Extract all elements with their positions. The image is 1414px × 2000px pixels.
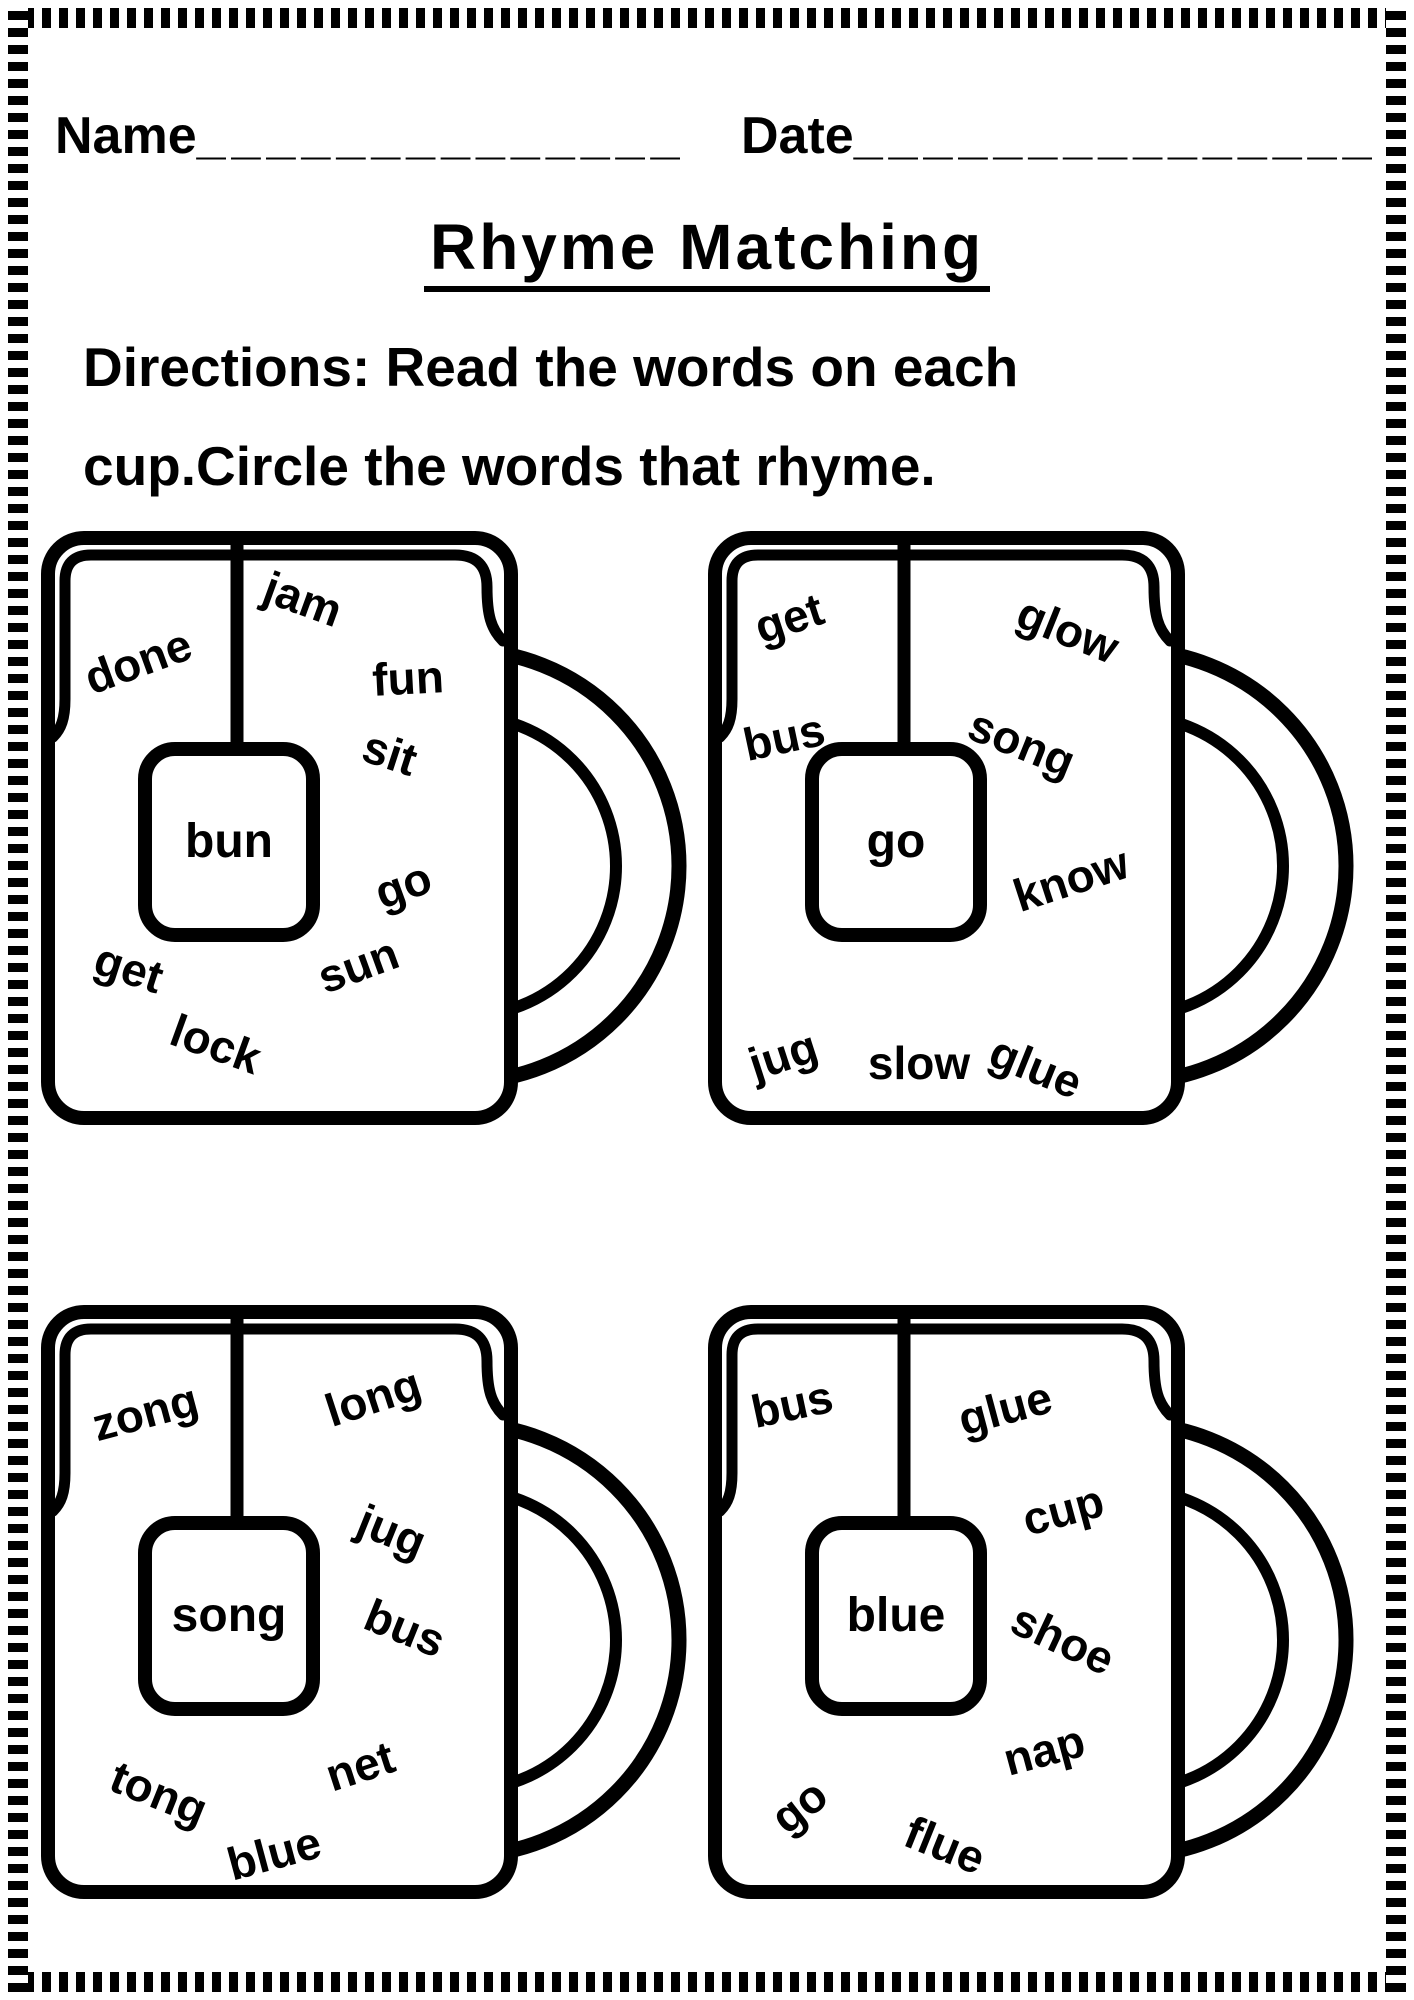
rhyme-mug-2	[708, 531, 1358, 1125]
scatter-word[interactable]: bus	[738, 703, 830, 771]
words-layer	[708, 1305, 1358, 1899]
scatter-word[interactable]: shoe	[1003, 1592, 1123, 1686]
directions-line-1: Directions: Read the words on each	[83, 336, 1019, 398]
scatter-word[interactable]: done	[77, 617, 199, 705]
scatter-word[interactable]: blue	[221, 1815, 327, 1891]
scatter-word[interactable]: zong	[86, 1373, 204, 1451]
scatter-word[interactable]: know	[1007, 836, 1135, 922]
date-blank-line[interactable]: _______________	[853, 107, 1378, 165]
page-border-left	[8, 8, 28, 1992]
scatter-word[interactable]: go	[760, 1768, 838, 1844]
date-field-group	[741, 106, 1378, 166]
scatter-word[interactable]: bus	[357, 1588, 453, 1668]
scatter-word[interactable]: sit	[356, 719, 424, 787]
scatter-word[interactable]: sun	[310, 926, 406, 1004]
name-blank-line[interactable]: ______________	[196, 107, 686, 165]
scatter-word[interactable]: slow	[867, 1037, 971, 1089]
scatter-word[interactable]: go	[367, 850, 439, 920]
date-label: Date	[741, 107, 854, 165]
scatter-word[interactable]: jam	[256, 561, 350, 637]
scatter-word[interactable]: lock	[163, 1003, 269, 1085]
scatter-word[interactable]: fun	[370, 650, 446, 706]
teabag-word: blue	[846, 1589, 946, 1642]
teabag-word: bun	[185, 815, 273, 868]
rhyme-mug-4	[708, 1305, 1358, 1899]
scatter-word[interactable]: cup	[1016, 1474, 1110, 1546]
scatter-word[interactable]: glow	[1009, 586, 1127, 674]
words-layer	[708, 531, 1358, 1125]
rhyme-mug-3	[41, 1305, 691, 1899]
scatter-word[interactable]: bus	[746, 1370, 838, 1438]
scatter-word[interactable]: flue	[897, 1805, 993, 1885]
page-title: Rhyme Matching	[424, 212, 990, 292]
title-wrap	[0, 212, 1414, 292]
scatter-word[interactable]: get	[748, 582, 830, 654]
directions-line-2: cup.Circle the words that rhyme.	[83, 435, 936, 497]
directions	[83, 318, 1354, 516]
teabag-word: go	[866, 815, 926, 868]
scatter-word[interactable]: jug	[350, 1493, 434, 1569]
scatter-word[interactable]: tong	[103, 1750, 215, 1836]
words-layer	[41, 531, 691, 1125]
page-border-right	[1386, 8, 1406, 1992]
name-label: Name	[55, 107, 197, 165]
scatter-word[interactable]: jug	[742, 1019, 824, 1091]
scatter-word[interactable]: glue	[982, 1025, 1090, 1109]
scatter-word[interactable]: glue	[952, 1370, 1058, 1446]
page-border-top	[8, 8, 1406, 28]
scatter-word[interactable]: long	[318, 1357, 428, 1437]
words-layer	[41, 1305, 691, 1899]
scatter-word[interactable]: net	[319, 1730, 401, 1802]
scatter-word[interactable]: get	[88, 932, 170, 1004]
rhyme-mug-1	[41, 531, 691, 1125]
page-border-bottom	[8, 1972, 1406, 1992]
teabag-word: song	[171, 1589, 287, 1642]
scatter-word[interactable]: nap	[997, 1714, 1091, 1786]
scatter-word[interactable]: song	[961, 698, 1083, 788]
name-field-group	[55, 106, 686, 166]
